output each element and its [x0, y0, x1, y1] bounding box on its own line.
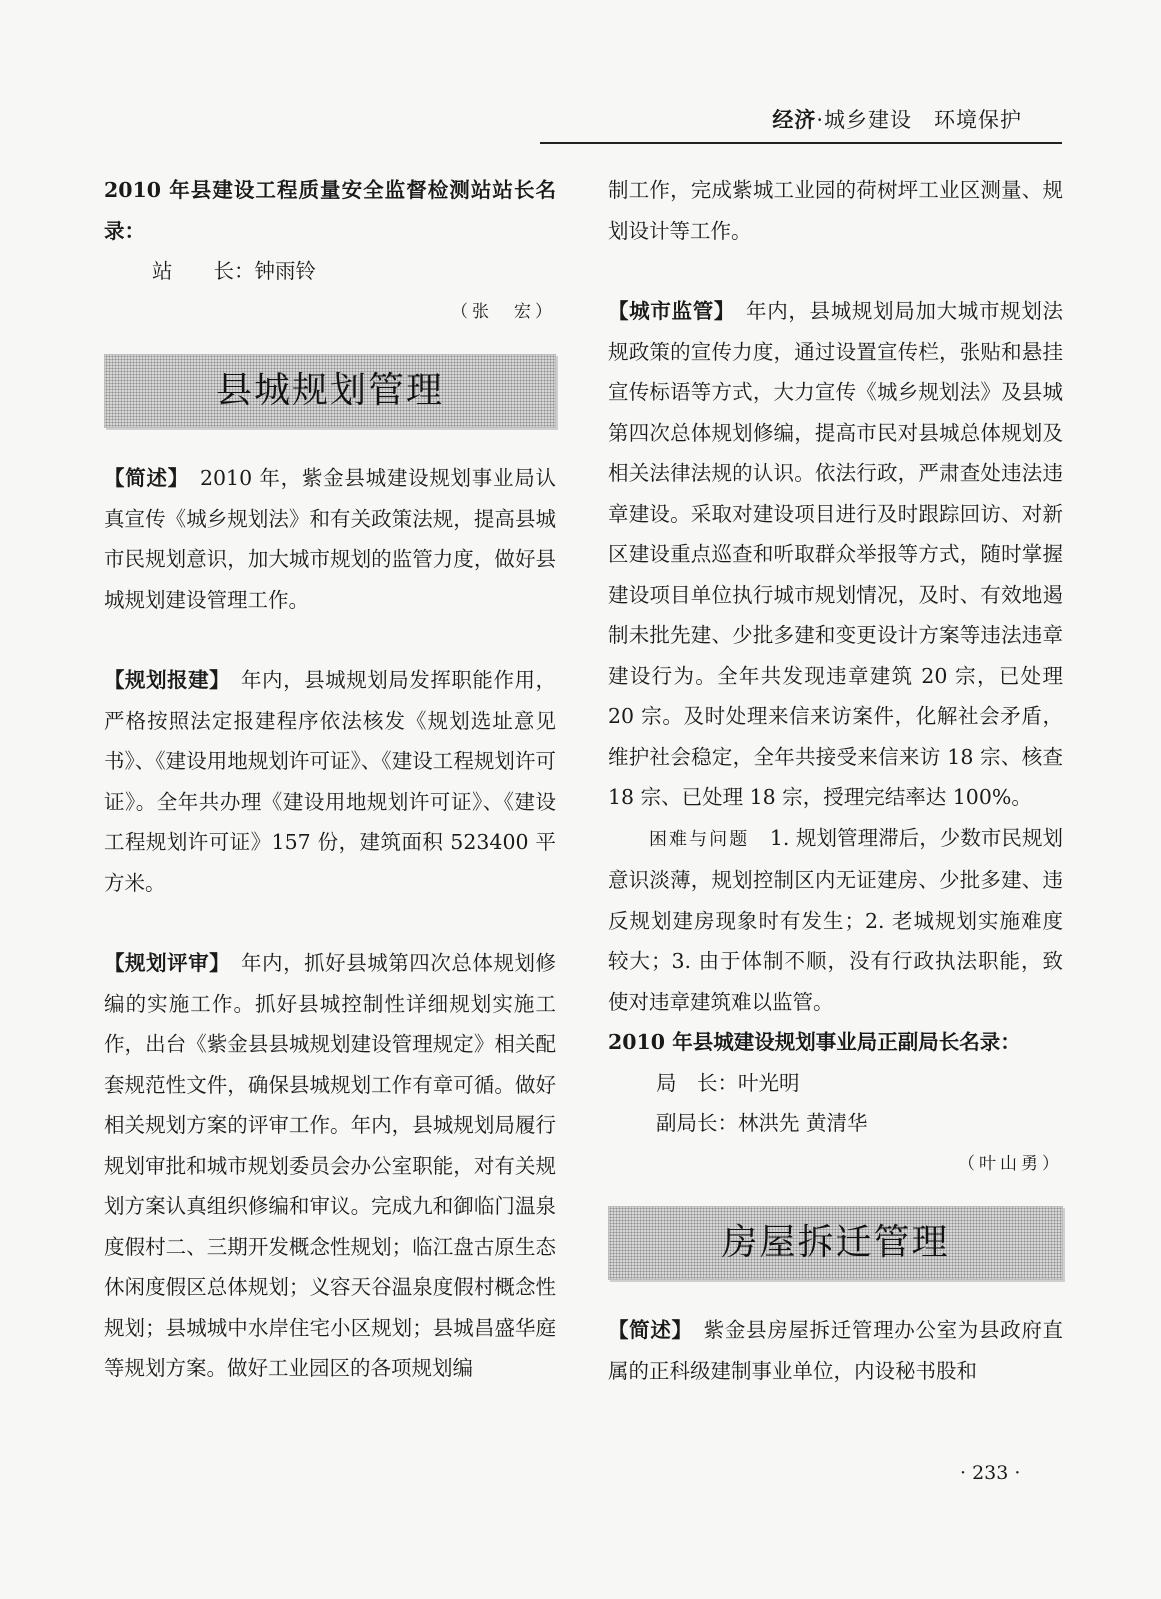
roster2-row2: 副局长：林洪先 黄清华 — [656, 1111, 868, 1135]
page-number: · 233 · — [960, 1462, 1021, 1484]
supervision-paragraph — [608, 291, 1063, 818]
spacer — [104, 903, 556, 943]
banner1-title: 县城规划管理 — [215, 369, 444, 411]
banner2-title: 房屋拆迁管理 — [721, 1221, 950, 1263]
section-banner-demolition — [608, 1206, 1063, 1280]
spacer — [608, 251, 1063, 291]
header-text — [772, 108, 1022, 132]
left-column — [104, 170, 556, 1389]
summary-text: 2010 年，紫金县城建设规划事业局认真宣传《城乡规划法》和有关政策法规，提高县城市民规划意识，加大城市规划的监管力度，做好县城规划建设管理工作。 — [104, 466, 557, 612]
difficulty-text: 1. 规划管理滞后，少数市民规划意识淡薄，规划控制区内无证建房、少批多建、违反规划建房现象时有发生；2. 老城规划实施难度较大；3. 由于体制不顺，没有行政执法职能，致使对违章建筑难以监管。 — [608, 825, 1064, 1014]
roster1-title: 2010 年县建设工程质量安全监督检测站站长名录： — [104, 178, 556, 243]
roster2-row1: 局 长：叶光明 — [656, 1070, 800, 1095]
review-keyword: 【规划评审】 — [104, 951, 220, 975]
author1: （张 宏） — [451, 301, 556, 322]
header-section-bold: 经济 — [772, 107, 817, 132]
summary2-paragraph — [608, 1310, 1063, 1391]
header-section-rest: 城乡建设 环境保护 — [824, 108, 1022, 132]
supervision-keyword: 【城市监管】 — [608, 299, 725, 323]
spacer — [104, 620, 556, 660]
report-text: 年内，县城规划局发挥职能作用，严格按照法定报建程序依法核发《规划选址意见书》、《建设用地规划许可证》、《建设工程规划许可证》。全年共办理《建设用地规划许可证》、《建设工程规划许可证》157 份，建筑面积 523400 平方米。 — [104, 668, 557, 895]
right-column — [608, 170, 1063, 1391]
author2: （叶山勇） — [958, 1153, 1063, 1174]
roster1-row: 站 长：钟雨铃 — [152, 259, 316, 283]
review-text: 年内，抓好县城第四次总体规划修编的实施工作。抓好县城控制性详细规划实施工作，出台《紫金县县城规划建设管理规定》相关配套规范性文件，确保县城规划工作有章可循。做好相关规划方案的评审工作。年内，县城规划局履行规划审批和城市规划委员会办公室职能，对有关规划方案认真组织修编和审议。完成九和御临门温泉度假村二、三期开发概念性规划；临江盘古原生态休闲度假区总体规划；义容天谷温泉度假村概念性规划；县城城中水岸住宅小区规划；县城昌盛华庭等规划方案。做好工业园区的各项规划编 — [104, 951, 557, 1380]
header-rule — [540, 142, 1062, 144]
summary2-keyword: 【简述】 — [608, 1318, 683, 1342]
supervision-text: 年内，县城规划局加大城市规划法规政策的宣传力度，通过设置宣传栏，张贴和悬挂宣传标语等方式，大力宣传《城乡规划法》及县城第四次总体规划修编，提高市民对县城总体规划及相关法律法规的认识。依法行政，严肃查处违法违章建设。采取对建设项目进行及时跟踪回访、对新区建设重点巡查和听取群众举报等方式，随时掌握建设项目单位执行城市规划情况，及时、有效地遏制未批先建、少批多建和变更设计方案等违法违章建设行为。全年共发现违章建筑 20 宗，已处理 20 宗。及时处理来信来访案件，化解社会矛盾，维护社会稳定，全年共接受来信来访 18 宗、核查 18 宗、已处理 18 宗，授理完结率达 100%。 — [608, 299, 1064, 809]
running-header — [540, 104, 1062, 144]
difficulty-label: 困难与问题 — [649, 828, 750, 850]
section-banner-planning — [104, 354, 556, 428]
summary-paragraph — [104, 458, 556, 620]
difficulty-paragraph — [608, 818, 1063, 1023]
report-keyword: 【规划报建】 — [104, 668, 220, 692]
report-paragraph — [104, 660, 556, 903]
summary2-text: 紫金县房屋拆迁管理办公室为县政府直属的正科级建制事业单位，内设秘书股和 — [608, 1318, 1064, 1383]
roster2-title: 2010 年县城建设规划事业局正副局长名录： — [608, 1030, 1021, 1054]
continuation-paragraph: 制工作，完成紫城工业园的荷树坪工业区测量、规划设计等工作。 — [608, 178, 1063, 243]
summary-keyword: 【简述】 — [104, 466, 179, 490]
review-paragraph — [104, 943, 556, 1389]
header-separator: · — [816, 108, 824, 132]
